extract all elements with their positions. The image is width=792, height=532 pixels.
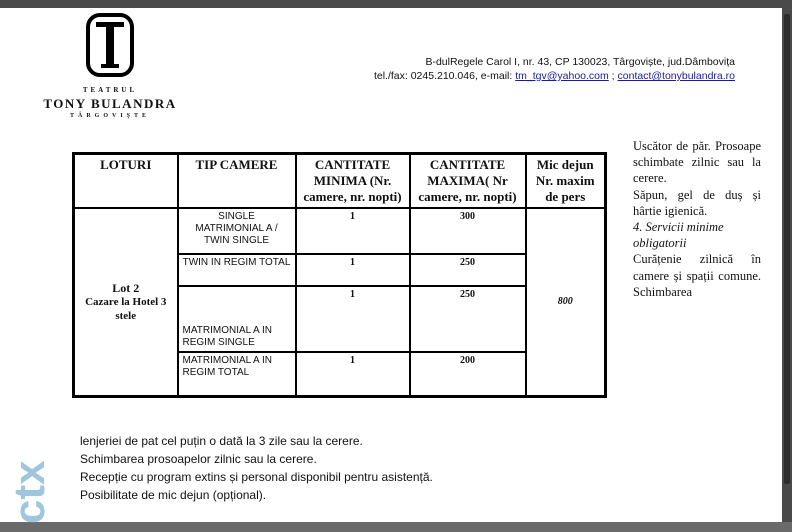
- scrollbar-thumb[interactable]: [784, 14, 790, 484]
- logo-line-teatrul: TEATRUL: [82, 86, 138, 94]
- side-heading-services: 4. Servicii minime obligatorii: [633, 220, 724, 251]
- lots-table: [72, 152, 607, 398]
- header-tip-camere: TIP CAMERE: [178, 154, 296, 209]
- header-mic-dejun: Mic dejun Nr. maxim de pers: [526, 154, 606, 209]
- bottom-text-block: [80, 432, 700, 504]
- email-separator: ;: [611, 70, 615, 82]
- table-header-row: [74, 154, 606, 209]
- address-line: B-dulRegele Carol I, nr. 43, CP 130023, Târgoviște, jud.Dâmbovița: [425, 56, 735, 68]
- min-cell: 1: [296, 286, 410, 352]
- room-type-cell: TWIN IN REGIM TOTAL: [178, 254, 296, 286]
- ctx-watermark-icon: [5, 410, 54, 526]
- bottom-line-2: Schimbarea prosoapelor zilnic sau la cerere.: [80, 452, 317, 466]
- side-text-column: [633, 138, 761, 300]
- breakfast-cell: 800: [526, 208, 606, 396]
- bottom-line-3: Recepție cu program extins și personal disponibil pentru asistență.: [80, 470, 433, 484]
- lot-name: Lot 2: [112, 280, 140, 295]
- lot-description: Cazare la Hotel 3 stele: [85, 295, 167, 322]
- room-type-cell: MATRIMONIAL A IN REGIM TOTAL: [178, 352, 296, 396]
- side-paragraph-2: Săpun, gel de duș și hârtie igienică.: [633, 187, 761, 218]
- lot-cell: [74, 208, 178, 396]
- max-cell: 300: [410, 208, 526, 254]
- theatre-logo: [30, 12, 190, 122]
- email-link-2[interactable]: contact@tonybulandra.ro: [617, 70, 735, 82]
- room-type-cell: MATRIMONIAL A IN REGIM SINGLE: [178, 286, 296, 352]
- min-cell: 1: [296, 254, 410, 286]
- horizontal-scrollbar[interactable]: [0, 522, 792, 532]
- phone-text: tel./fax: 0245.210.046, e-mail:: [373, 70, 513, 82]
- header-cantitate-minima: CANTITATE MINIMA (Nr. camere, nr. nopti): [296, 154, 410, 209]
- phone-email-line: [290, 69, 735, 83]
- side-paragraph-1: Uscător de păr. Prosoape schimbate zilnic sau la cerere.: [633, 139, 761, 186]
- vertical-scrollbar[interactable]: [782, 0, 792, 532]
- contact-block: [290, 55, 735, 83]
- min-cell: 1: [296, 352, 410, 396]
- max-cell: 200: [410, 352, 526, 396]
- table-row: [74, 208, 606, 254]
- min-cell: 1: [296, 208, 410, 254]
- bottom-line-4: Posibilitate de mic dejun (opțional).: [80, 488, 267, 502]
- theatre-logo-emblem-icon: [85, 12, 135, 82]
- header-loturi: LOTURI: [74, 154, 178, 209]
- header-cantitate-maxima: CANTITATE MAXIMA( Nr camere, nr. nopti): [410, 154, 526, 209]
- bottom-line-1: lenjeriei de pat cel puțin o dată la 3 zile sau la cerere.: [80, 434, 363, 448]
- max-cell: 250: [410, 254, 526, 286]
- max-cell: 250: [410, 286, 526, 352]
- room-type-cell: SINGLE MATRIMONIAL A / TWIN SINGLE: [178, 208, 296, 254]
- logo-line-city: TÂRGOVIŞTE: [69, 113, 150, 119]
- email-link-1[interactable]: tm_tgv@yahoo.com: [515, 70, 609, 82]
- svg-text:ctx: ctx: [5, 460, 54, 524]
- side-paragraph-4: Curățenie zilnică în camere și spații comune. Schimbarea: [633, 252, 761, 299]
- viewer-top-bar: [0, 0, 792, 8]
- logo-line-name: TONY BULANDRA: [43, 96, 177, 111]
